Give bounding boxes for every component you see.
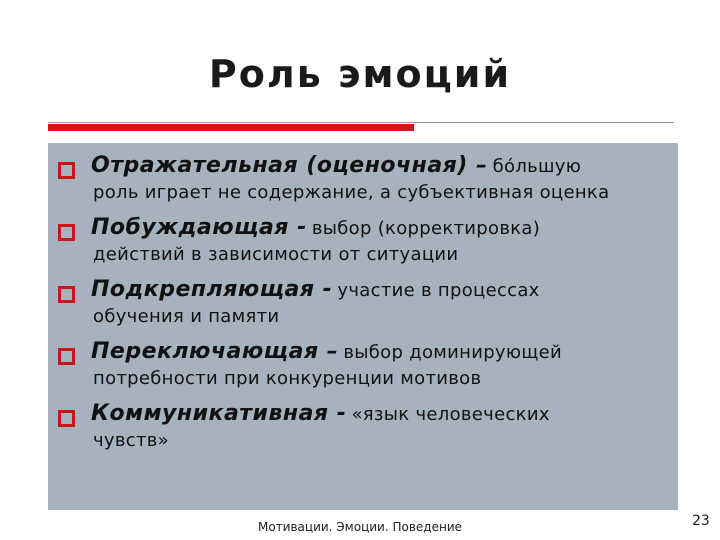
item-description-continued: чувств»: [93, 430, 169, 451]
item-description-continued: роль играет не содержание, а субъективная оценка: [93, 182, 610, 203]
item-description: участие в процессах: [337, 280, 540, 301]
square-bullet-icon: [58, 162, 75, 179]
item-term: Отражательная (оценочная) –: [91, 153, 488, 178]
slide-footer: Мотивации. Эмоции. Поведение: [258, 520, 462, 534]
item-description-continued: потребности при конкуренции мотивов: [93, 368, 482, 389]
item-description: «язык человеческих: [351, 404, 550, 425]
square-bullet-icon: [58, 348, 75, 365]
square-bullet-icon: [58, 286, 75, 303]
slide-number: 23: [692, 513, 710, 529]
title-divider-line: [48, 122, 674, 123]
square-bullet-icon: [58, 224, 75, 241]
item-description: выбор (корректировка): [311, 218, 541, 239]
item-term: Побуждающая -: [91, 215, 307, 240]
slide-title: Роль эмоций: [208, 52, 512, 96]
item-description: бо́льшую: [492, 156, 582, 177]
title-accent-bar: [48, 124, 414, 131]
item-description: выбор доминирующей: [343, 342, 562, 363]
item-term: Подкрепляющая -: [91, 277, 333, 302]
square-bullet-icon: [58, 410, 75, 427]
item-term: Коммуникативная -: [91, 401, 347, 426]
item-term: Переключающая –: [91, 339, 339, 364]
item-description-continued: действий в зависимости от ситуации: [93, 244, 459, 265]
item-description-continued: обучения и памяти: [93, 306, 280, 327]
content-panel: [48, 143, 678, 510]
